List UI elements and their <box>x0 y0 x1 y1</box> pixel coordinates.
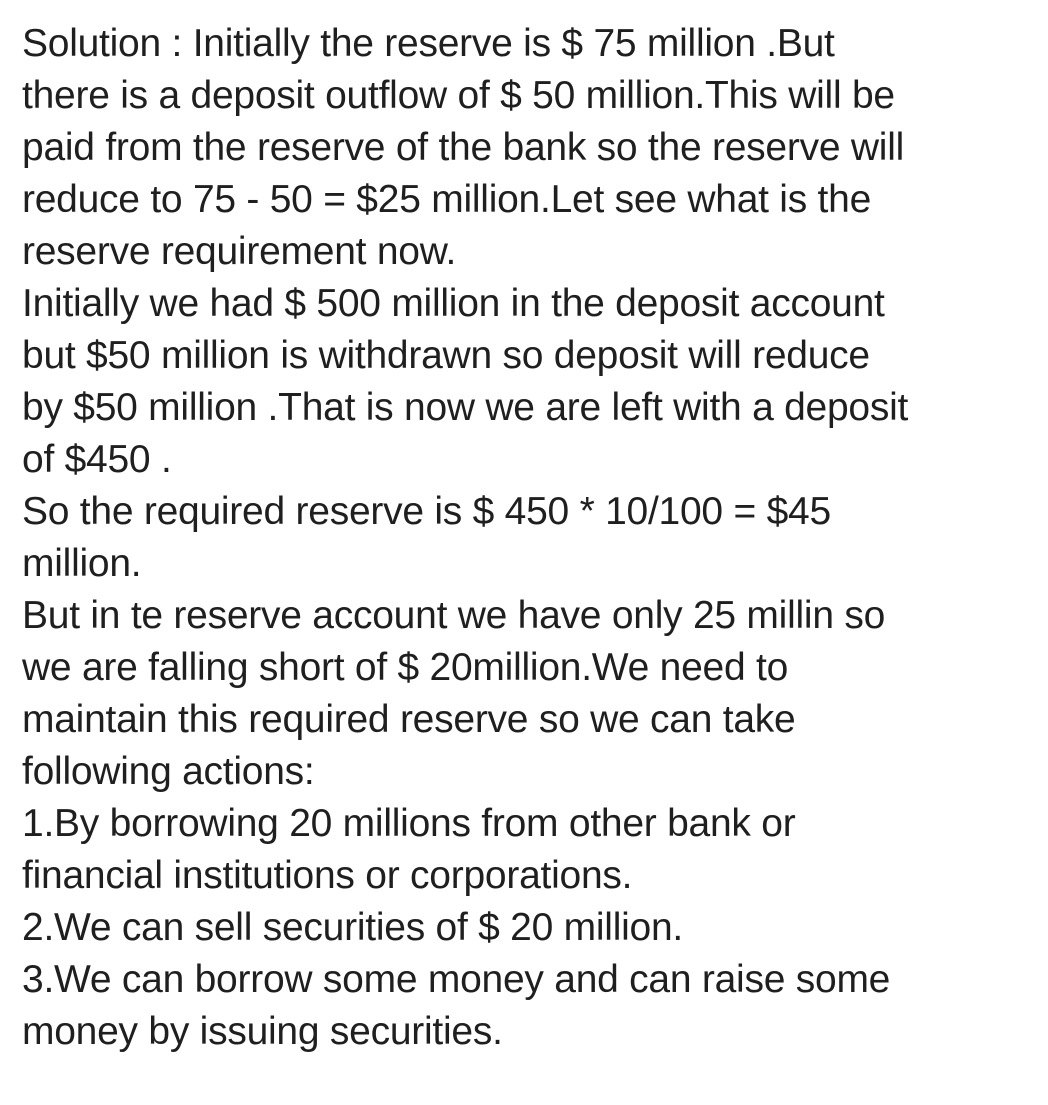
text-line: of $450 . <box>22 438 172 481</box>
text-line: reduce to 75 - 50 = $25 million.Let see what is the <box>22 178 872 221</box>
text-line: financial institutions or corporations. <box>22 854 633 897</box>
text-line: reserve requirement now. <box>22 230 457 273</box>
text-line: 1.By borrowing 20 millions from other bank or <box>22 802 796 845</box>
text-line: but $50 million is withdrawn so deposit will reduce <box>22 334 870 377</box>
text-line: 2.We can sell securities of $ 20 million. <box>22 906 683 949</box>
text-line: maintain this required reserve so we can take <box>22 698 796 741</box>
text-line: million. <box>22 542 142 585</box>
text-line: Solution : Initially the reserve is $ 75 million .But <box>22 22 835 65</box>
text-line: 3.We can borrow some money and can raise some <box>22 958 891 1001</box>
text-line: Initially we had $ 500 million in the deposit account <box>22 282 885 325</box>
text-line: money by issuing securities. <box>22 1010 503 1053</box>
text-line: we are falling short of $ 20million.We need to <box>22 646 789 689</box>
text-line: following actions: <box>22 750 315 793</box>
text-line: paid from the reserve of the bank so the reserve will <box>22 126 905 169</box>
text-line: So the required reserve is $ 450 * 10/100 = $45 <box>22 490 831 533</box>
text-line: by $50 million .That is now we are left with a deposit <box>22 386 909 429</box>
text-line: But in te reserve account we have only 25 millin so <box>22 594 886 637</box>
text-line: there is a deposit outflow of $ 50 million.This will be <box>22 74 895 117</box>
